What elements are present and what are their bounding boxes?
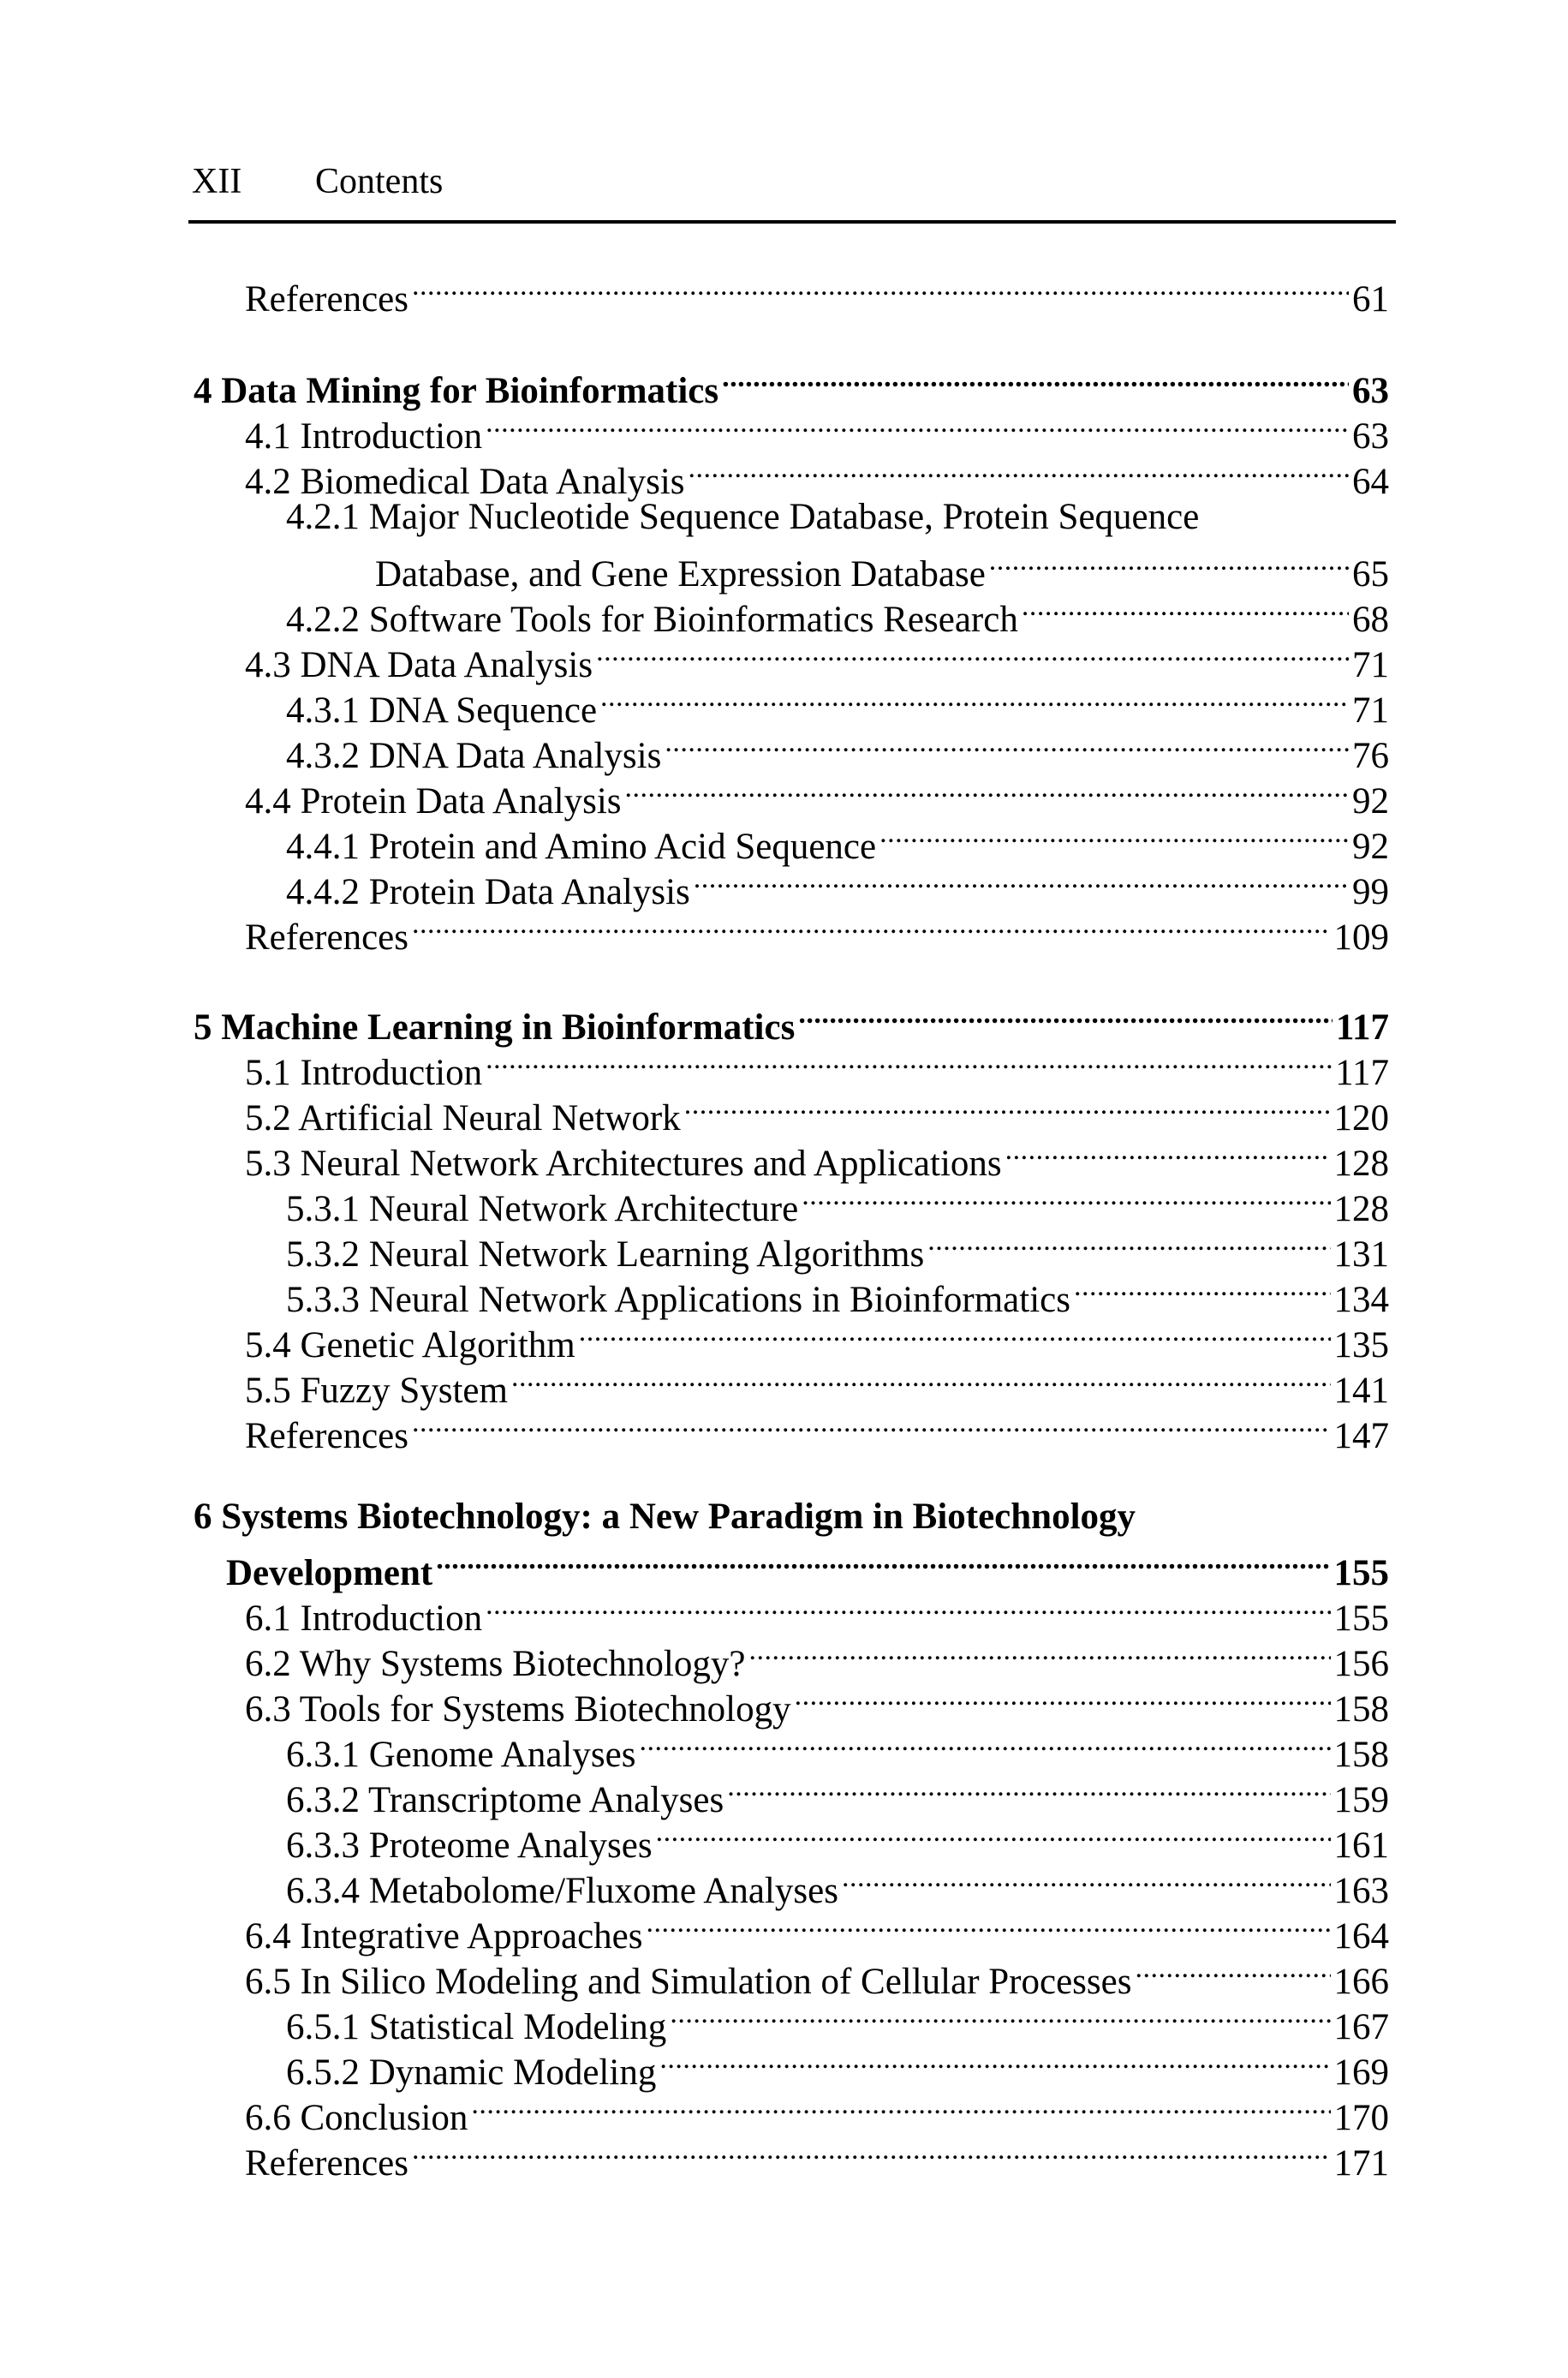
dot-leader <box>656 1812 1331 1857</box>
dot-leader <box>486 1585 1330 1630</box>
running-title: Contents <box>315 162 444 201</box>
toc-subsection-6-3-1: 6.3.1 Genome Analyses . . . 158 <box>286 1721 1389 1766</box>
dot-leader <box>684 1084 1331 1130</box>
toc-subsection-5-3-3: 5.3.3 Neural Network Applications in Bioinformatics . . . 134 <box>286 1266 1389 1311</box>
dot-leader <box>1074 1266 1331 1311</box>
dot-leader <box>511 1357 1331 1402</box>
toc-section-5-5: 5.5 Fuzzy System . . . 141 <box>245 1357 1389 1402</box>
dot-leader <box>989 541 1349 586</box>
toc-section-6-5: 6.5 In Silico Modeling and Simulation of Cellular Processes . . . 166 <box>245 1948 1389 1993</box>
toc-chapter-6-line2: Development . . . 155 <box>226 1539 1389 1585</box>
dot-leader <box>798 994 1333 1039</box>
toc-section-4-4: 4.4 Protein Data Analysis . . . 92 <box>245 768 1389 813</box>
toc-entry-references-ch5: References . . . 147 <box>245 1402 1389 1448</box>
toc-section-5-4: 5.4 Genetic Algorithm . . . 135 <box>245 1311 1389 1357</box>
toc-subsection-4-2-2: 4.2.2 Software Tools for Bioinformatics Research . . . 68 <box>286 586 1389 631</box>
toc-subsection-6-3-4: 6.3.4 Metabolome/Fluxome Analyses . . . 163 <box>286 1857 1389 1903</box>
toc-subsection-6-5-1: 6.5.1 Statistical Modeling . . . 167 <box>286 1993 1389 2039</box>
dot-leader <box>659 2039 1330 2084</box>
dot-leader <box>727 1766 1330 1812</box>
dot-leader <box>795 1676 1331 1721</box>
dot-leader <box>646 1903 1330 1948</box>
dot-leader <box>412 2130 1331 2175</box>
toc-section-4-1: 4.1 Introduction . . . 63 <box>245 403 1389 448</box>
dot-leader <box>748 1630 1330 1676</box>
dot-leader <box>436 1539 1330 1585</box>
dot-leader <box>412 266 1349 311</box>
toc-subsection-5-3-1: 5.3.1 Neural Network Architecture . . . 128 <box>286 1175 1389 1221</box>
toc-subsection-4-3-1: 4.3.1 DNA Sequence . . . 71 <box>286 677 1389 722</box>
dot-leader <box>486 1039 1332 1084</box>
toc-entry-references-ch4: References . . . 109 <box>245 904 1389 949</box>
toc-section-6-1: 6.1 Introduction . . . 155 <box>245 1585 1389 1630</box>
toc-chapter-6-line1: 6 Systems Biotechnology: a New Paradigm in Biotechnology <box>194 1497 1136 1537</box>
toc-subsection-5-3-2: 5.3.2 Neural Network Learning Algorithms . . . 131 <box>286 1221 1389 1266</box>
toc-section-4-3: 4.3 DNA Data Analysis . . . 71 <box>245 631 1389 677</box>
toc-subsection-4-2-1-line2: Database, and Gene Expression Database . . . 65 <box>375 541 1389 586</box>
dot-leader <box>1135 1948 1330 1993</box>
toc-section-6-2: 6.2 Why Systems Biotechnology? . . . 156 <box>245 1630 1389 1676</box>
dot-leader <box>625 768 1349 813</box>
toc-subsection-6-5-2: 6.5.2 Dynamic Modeling . . . 169 <box>286 2039 1389 2084</box>
dot-leader <box>842 1857 1331 1903</box>
toc-subsection-4-3-2: 4.3.2 DNA Data Analysis . . . 76 <box>286 722 1389 768</box>
toc-section-5-2: 5.2 Artificial Neural Network . . . 120 <box>245 1084 1389 1130</box>
dot-leader <box>579 1311 1331 1357</box>
dot-leader <box>596 631 1349 677</box>
toc-subsection-4-4-2: 4.4.2 Protein Data Analysis . . . 99 <box>286 858 1389 904</box>
dot-leader <box>1022 586 1349 631</box>
dot-leader <box>722 357 1349 403</box>
toc-subsection-6-3-3: 6.3.3 Proteome Analyses . . . 161 <box>286 1812 1389 1857</box>
dot-leader <box>879 813 1349 858</box>
dot-leader <box>471 2084 1330 2130</box>
toc-entry-references-ch3: References . . . 61 <box>245 266 1389 311</box>
toc-chapter-4: 4 Data Mining for Bioinformatics . . . 63 <box>194 357 1389 403</box>
dot-leader <box>694 858 1349 904</box>
dot-leader <box>670 1993 1330 2039</box>
toc-subsection-4-4-1: 4.4.1 Protein and Amino Acid Sequence . . . 92 <box>286 813 1389 858</box>
toc-section-6-4: 6.4 Integrative Approaches . . . 164 <box>245 1903 1389 1948</box>
dot-leader <box>689 448 1349 493</box>
toc-section-4-2: 4.2 Biomedical Data Analysis . . . 64 <box>245 448 1389 493</box>
toc-subsection-4-2-1-line1: 4.2.1 Major Nucleotide Sequence Database, Protein Sequence <box>286 497 1200 537</box>
toc-section-6-3: 6.3 Tools for Systems Biotechnology . . . 158 <box>245 1676 1389 1721</box>
dot-leader <box>600 677 1349 722</box>
dot-leader <box>1005 1130 1331 1175</box>
page-number: XII <box>192 162 242 201</box>
dot-leader <box>412 904 1331 949</box>
dot-leader <box>665 722 1349 768</box>
dot-leader <box>486 403 1349 448</box>
dot-leader <box>802 1175 1330 1221</box>
toc-section-5-1: 5.1 Introduction . . . 117 <box>245 1039 1389 1084</box>
toc-section-5-3: 5.3 Neural Network Architectures and Applications . . . 128 <box>245 1130 1389 1175</box>
toc-subsection-6-3-2: 6.3.2 Transcriptome Analyses . . . 159 <box>286 1766 1389 1812</box>
dot-leader <box>639 1721 1330 1766</box>
toc-section-6-6: 6.6 Conclusion . . . 170 <box>245 2084 1389 2130</box>
dot-leader <box>412 1402 1331 1448</box>
dot-leader <box>927 1221 1330 1266</box>
toc-entry-references-ch6: References . . . 171 <box>245 2130 1389 2175</box>
toc-chapter-5: 5 Machine Learning in Bioinformatics . . . 117 <box>194 994 1389 1039</box>
